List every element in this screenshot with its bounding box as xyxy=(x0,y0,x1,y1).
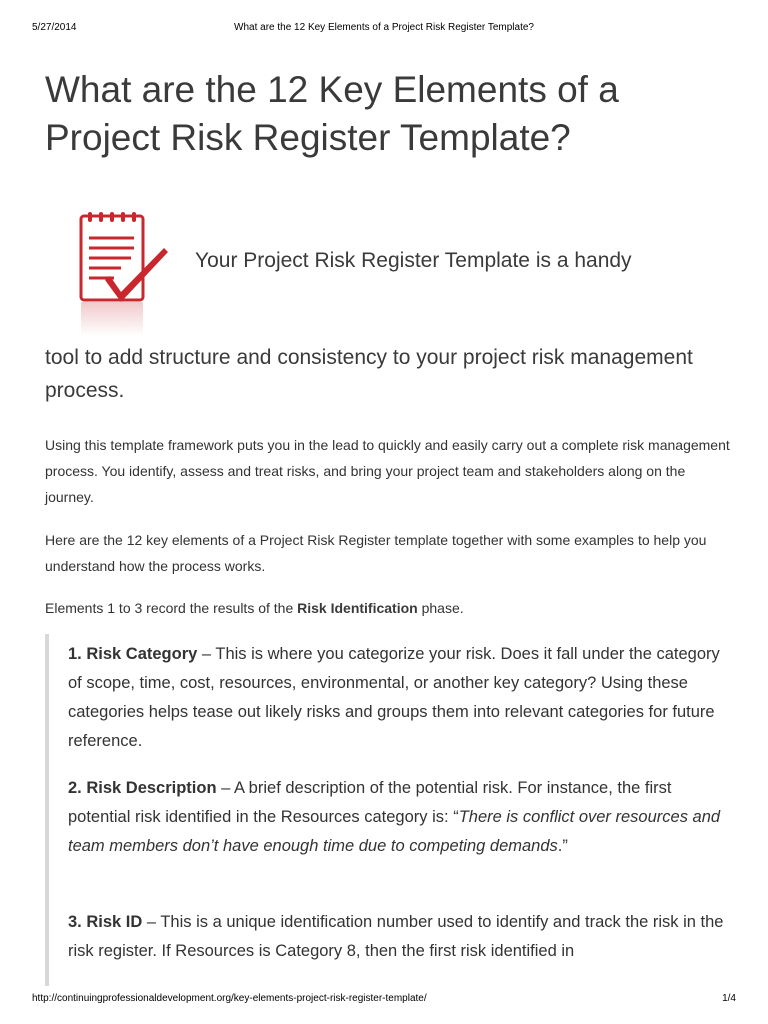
element-item-risk-description xyxy=(68,774,728,861)
print-page-number: 1/4 xyxy=(722,993,736,1004)
element-text: – This is where you categorize your risk. Does it fall under the category of scope, time, cost, resources, environmental, or another key category? Using these categories helps tease out likely risks and groups them into relevant categories for future reference. xyxy=(68,645,720,750)
risk-identification-bold: Risk Identification xyxy=(297,600,418,616)
print-date: 5/27/2014 xyxy=(32,22,77,33)
article-title: What are the 12 Key Elements of a Project Risk Register Template? xyxy=(45,69,619,158)
p3-before: Elements 1 to 3 record the results of the xyxy=(45,600,298,616)
intro-lead-continued: tool to add structure and consistency to your project risk management process. xyxy=(45,346,693,402)
element-label: 2. Risk Description xyxy=(68,779,217,797)
p3-after: phase. xyxy=(417,600,464,616)
clipboard-checklist-icon xyxy=(76,210,176,340)
element-text: – This is a unique identification number used to identify and track the risk in the risk register. If Resources is Category 8, then the first risk identified in xyxy=(68,913,724,960)
intro-lead-line: Your Project Risk Register Template is a handy xyxy=(195,249,632,272)
element-text: – A brief description of the potential risk. For instance, the first potential risk identified in the Resources category is: “ xyxy=(68,779,672,826)
element-label: 1. Risk Category xyxy=(68,645,198,663)
element-item-risk-id xyxy=(68,908,728,966)
element-text-end: .” xyxy=(557,837,568,855)
element-label: 3. Risk ID xyxy=(68,913,143,931)
element-example-italic: There is conflict over resources and team members don’t have enough time due to competing demands xyxy=(68,808,721,855)
print-header-title: What are the 12 Key Elements of a Project Risk Register Template? xyxy=(234,22,534,33)
print-footer-url: http://continuingprofessionaldevelopment.org/key-elements-project-risk-register-template/ xyxy=(32,993,427,1004)
paragraph-framework: Using this template framework puts you in the lead to quickly and easily carry out a complete risk management process. You identify, assess and treat risks, and bring your project team and stakeholders along on the journey. xyxy=(45,437,730,505)
paragraph-elements-1-3 xyxy=(45,595,735,621)
elements-blockquote xyxy=(45,634,735,986)
element-item-risk-category xyxy=(68,640,728,756)
paragraph-key-elements: Here are the 12 key elements of a Project Risk Register template together with some examples to help you understand how the process works. xyxy=(45,532,707,574)
